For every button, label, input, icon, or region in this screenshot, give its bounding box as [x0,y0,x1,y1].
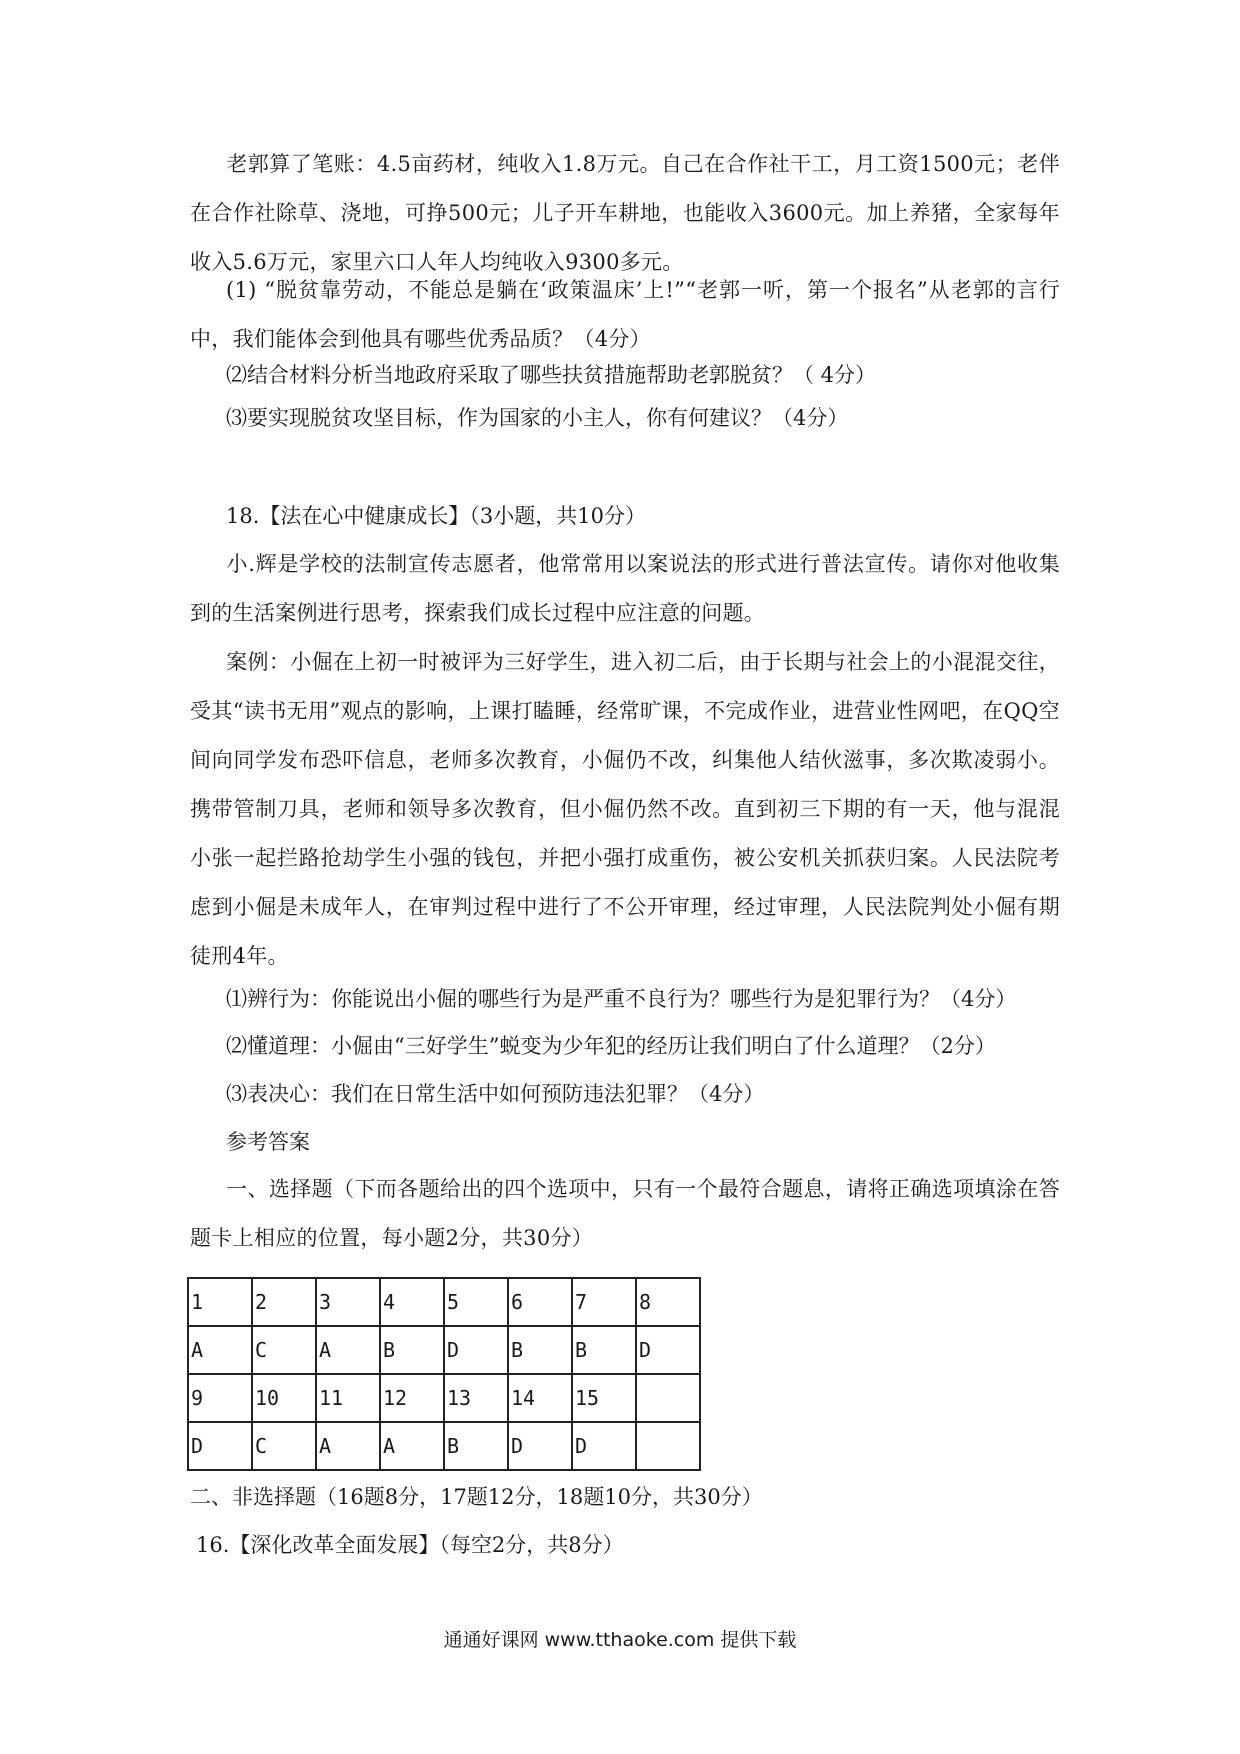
table-cell: 8 [636,1278,700,1326]
table-cell: 7 [572,1278,636,1326]
table-cell: 1 [188,1278,252,1326]
table-row [188,1326,700,1374]
q18-intro: 小.辉是学校的法制宣传志愿者，他常常用以案说法的形式进行普法宣传。请你对他收集到的生活案例进行思考，探索我们成长过程中应注意的问题。 [190,552,1060,625]
q18-case: 案例：小倔在上初一时被评为三好学生，进入初二后，由于长期与社会上的小混混交往，受其“读书无用”观点的影响，上课打瞌睡，经常旷课，不完成作业，进营业性网吧，在QQ空间向同学发布恐吓信息，老师多次教育，小倔仍不改，纠集他人结伙滋事，多次欺凌弱小。携带管制刀具，老师和领导多次教育，但小倔仍然不改。直到初三下期的有一天，他与混混小张一起拦路抢劫学生小强的钱包，并把小强打成重伤，被公安机关抓获归案。人民法院考虑到小倔是未成年人，在审判过程中进行了不公开审理，经过审理，人民法院判处小倔有期徒刑4年。 [190,650,1060,968]
q18-title: 18.【法在心中健康成长】（3小题，共10分） [226,504,646,528]
table-cell: 2 [252,1278,316,1326]
answers-heading: 参考答案 [226,1130,310,1154]
table-cell [636,1422,700,1470]
table-cell: A [188,1326,252,1374]
table-cell: D [444,1326,508,1374]
table-cell: C [252,1422,316,1470]
table-row [188,1374,700,1422]
table-cell: 14 [508,1374,572,1422]
table-cell: B [380,1326,444,1374]
table-cell: A [316,1422,380,1470]
table-cell: 3 [316,1278,380,1326]
q18-question-3: ⑶表决心：我们在日常生活中如何预防违法犯罪？（4分） [226,1082,765,1106]
table-cell: 6 [508,1278,572,1326]
answer-table [187,1277,701,1471]
table-cell: 10 [252,1374,316,1422]
table-cell: 15 [572,1374,636,1422]
q17-question-2: ⑵结合材料分析当地政府采取了哪些扶贫措施帮助老郭脱贫？（ 4分） [226,363,877,387]
table-cell: C [252,1326,316,1374]
section2-heading: 二、非选择题（16题8分，17题12分，18题10分，共30分） [190,1485,763,1509]
table-row [188,1278,700,1326]
table-cell: 13 [444,1374,508,1422]
table-row [188,1422,700,1470]
table-cell: D [188,1422,252,1470]
footer-download-note: 通通好课网 www.tthaoke.com 提供下载 [443,1629,797,1651]
table-cell: B [444,1422,508,1470]
q16-title: 16.【深化改革全面发展】（每空2分，共8分） [196,1533,624,1557]
table-cell: D [572,1422,636,1470]
table-cell: A [380,1422,444,1470]
table-cell: 4 [380,1278,444,1326]
table-cell: B [508,1326,572,1374]
q17-question-3: ⑶要实现脱贫攻坚目标，作为国家的小主人，你有何建议？（4分） [226,406,849,430]
q17-question-1: (1) “脱贫靠劳动，不能总是躺在‘政策温床’上!”“老郭一听，第一个报名”从老郭的言行中，我们能体会到他具有哪些优秀品质？（4分） [190,278,1060,351]
income-paragraph: 老郭算了笔账：4.5亩药材，纯收入1.8万元。自己在合作社干工，月工资1500元；老伴在合作社除草、浇地，可挣500元；儿子开车耕地，也能收入3600元。加上养猪，全家每年收入5.6万元，家里六口人年人均纯收入9300多元。 [190,152,1060,274]
section1-heading: 一、选择题（下而各题给出的四个选项中，只有一个最符合题息，请将正确选项填涂在答题卡上相应的位置，每小题2分，共30分） [190,1177,1060,1250]
table-cell: B [572,1326,636,1374]
table-cell: D [636,1326,700,1374]
table-cell [636,1374,700,1422]
table-cell: D [508,1422,572,1470]
q18-question-1: ⑴辨行为：你能说出小倔的哪些行为是严重不良行为？哪些行为是犯罪行为？（4分） [226,987,1017,1011]
q18-question-2: ⑵懂道理：小倔由“三好学生”蜕变为少年犯的经历让我们明白了什么道理？（2分） [226,1034,996,1058]
table-cell: A [316,1326,380,1374]
table-cell: 9 [188,1374,252,1422]
table-cell: 11 [316,1374,380,1422]
table-cell: 12 [380,1374,444,1422]
table-cell: 5 [444,1278,508,1326]
